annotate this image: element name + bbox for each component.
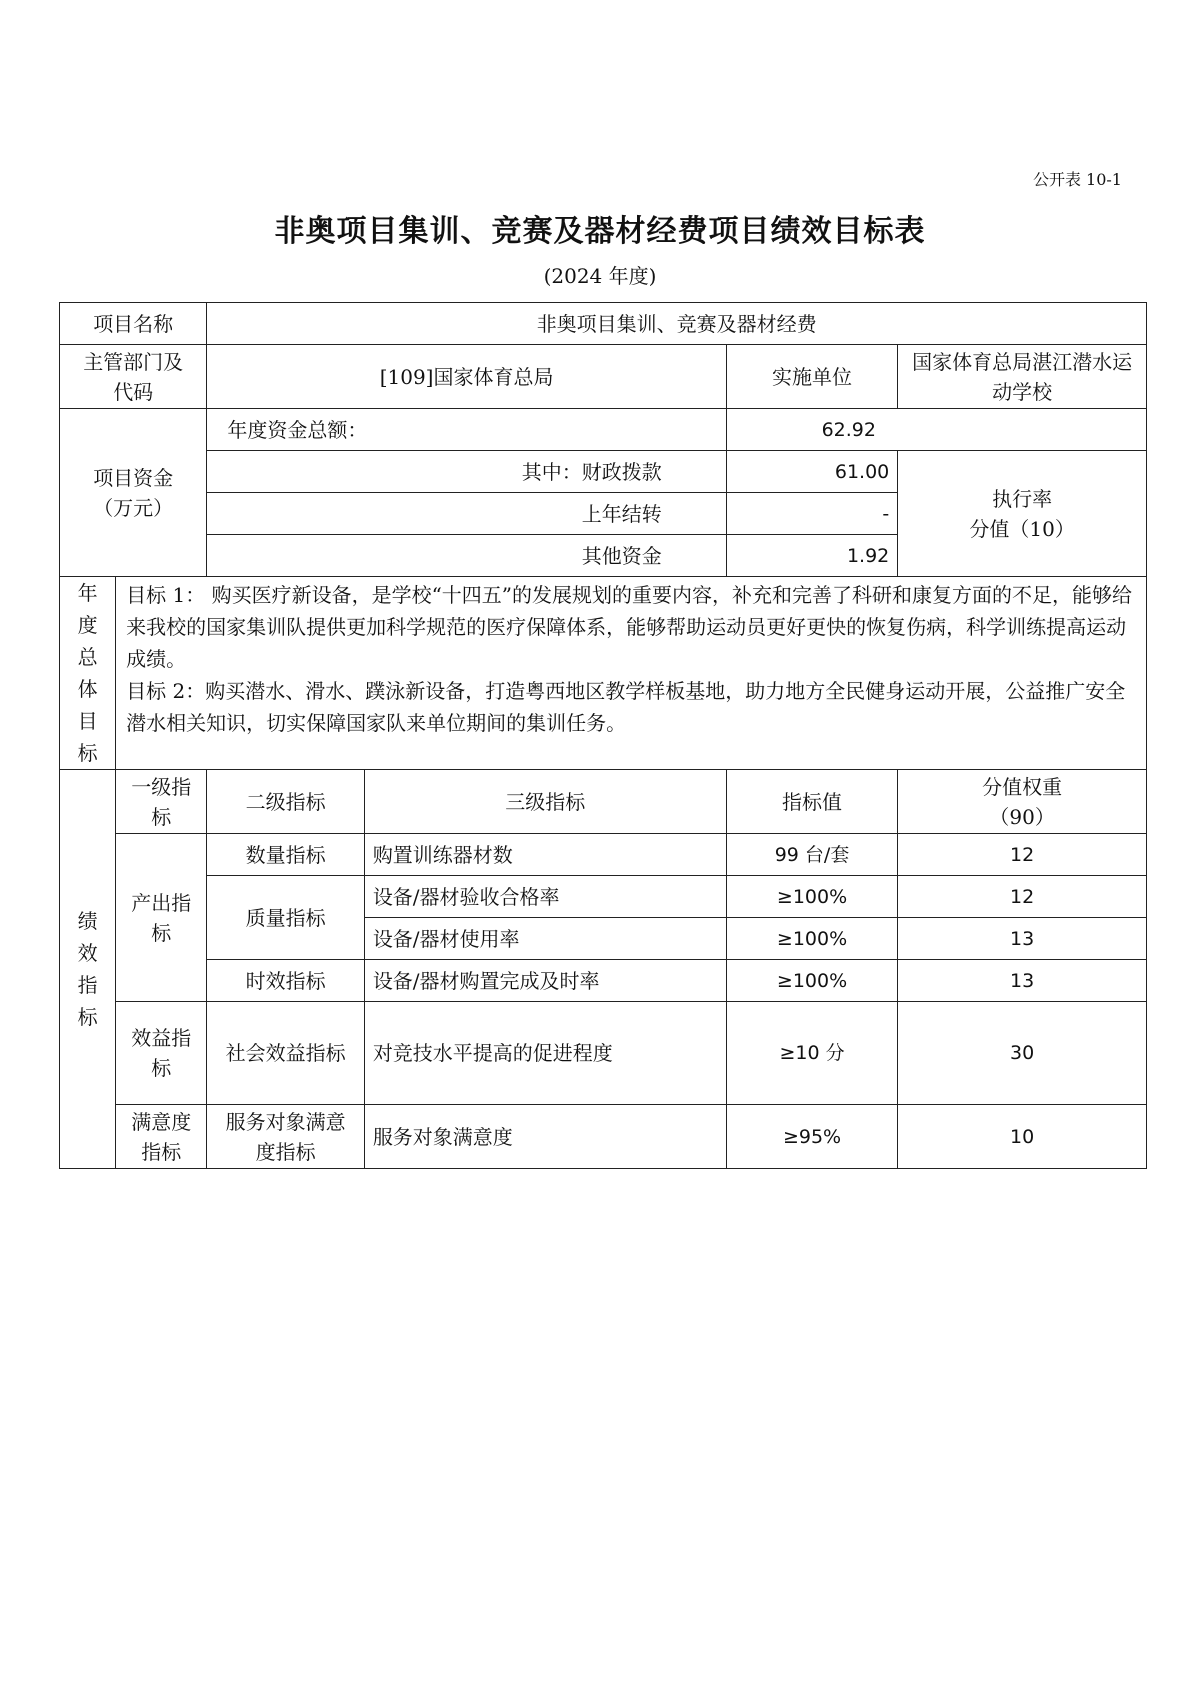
indicators-label-char: 绩 [77,909,98,933]
funds-other-value: 1.92 [726,535,897,577]
goal-1-text: 目标 1： 购买医疗新设备，是学校“十四五”的发展规划的重要内容，补充和完善了科研和康复方面的不足，能够给来我校的国家集训队提供更加科学规范的医疗保障体系，能够帮助运动员更好更快的恢复伤病，科学训练提高运动成绩。 [126,583,1133,671]
indicator-weight: 13 [898,960,1147,1002]
performance-target-table [59,302,1147,1169]
form-number: 公开表 10-1 [1032,170,1122,189]
annual-goals-label-char: 总 [77,645,98,669]
output-label-line2: 标 [151,920,172,945]
quality-indicator-label: 质量指标 [207,876,364,960]
funds-carryover-label: 上年结转 [207,493,726,535]
service-satisfaction-label [207,1105,364,1169]
annual-goals-label-char: 年 [77,581,98,605]
table-row [60,960,1147,1002]
header-weight-line1: 分值权重 [982,774,1063,799]
document-title: 非奥项目集训、竞赛及器材经费项目绩效目标表 [274,214,926,249]
quantity-indicator-label: 数量指标 [207,834,364,876]
funds-total-value: 62.92 [726,409,1146,451]
document-year: (2024 年度) [543,264,657,288]
funds-total-label: 年度资金总额： [207,409,726,451]
header-level3: 三级指标 [364,770,726,834]
service-satisfaction-line2: 度指标 [255,1139,316,1164]
department-row [60,345,1147,409]
header-value: 指标值 [726,770,897,834]
execution-rate-score: 分值（10） [969,516,1075,541]
indicator-weight: 12 [898,876,1147,918]
execution-rate-label: 执行率 [992,486,1053,511]
funds-label-line1: 项目资金 [93,465,174,490]
header-level1-line1: 一级指 [131,774,192,799]
execution-rate-cell [898,451,1147,577]
indicator-value: ≥95% [726,1105,897,1169]
indicator-name: 服务对象满意度 [364,1105,726,1169]
benefit-indicator-label [116,1002,207,1105]
header-level2: 二级指标 [207,770,364,834]
indicator-value: ≥100% [726,876,897,918]
indicator-name: 设备/器材验收合格率 [364,876,726,918]
annual-goals-label-char: 标 [77,741,98,765]
service-satisfaction-line1: 服务对象满意 [225,1109,346,1134]
department-label-line2: 代码 [113,379,154,404]
annual-goals-row [60,577,1147,770]
table-row [60,876,1147,918]
annual-goals-text [116,577,1147,770]
indicators-header-row [60,770,1147,834]
project-name-row [60,303,1147,345]
benefit-label-line2: 标 [151,1056,172,1080]
indicator-name: 设备/器材使用率 [364,918,726,960]
goal-2-text: 目标 2：购买潜水、滑水、蹼泳新设备，打造粤西地区教学样板基地，助力地方全民健身运动开展，公益推广安全潜水相关知识，切实保障国家队来单位期间的集训任务。 [126,679,1126,735]
table-row [60,1002,1147,1105]
annual-goals-label-char: 度 [77,613,98,637]
indicator-name: 购置训练器材数 [364,834,726,876]
header-level1-line2: 标 [151,804,172,829]
indicator-value: ≥100% [726,960,897,1002]
annual-goals-label [60,577,116,770]
indicator-weight: 10 [898,1105,1147,1169]
funds-fiscal-label: 其中：财政拨款 [207,451,726,493]
header-weight [898,770,1147,834]
benefit-label-line1: 效益指 [131,1026,192,1050]
output-label-line1: 产出指 [131,890,192,915]
funds-fiscal-row [60,451,1147,493]
indicator-weight: 13 [898,918,1147,960]
indicators-label-char: 指 [77,973,98,997]
indicators-label-char: 标 [77,1005,98,1029]
annual-goals-label-char: 目 [77,709,98,733]
funds-fiscal-value: 61.00 [726,451,897,493]
output-indicator-label [116,834,207,1002]
funds-label-line2: （万元） [93,495,174,520]
annual-goals-label-char: 体 [77,677,98,701]
implementing-unit-label: 实施单位 [726,345,897,409]
header-level1 [116,770,207,834]
timeliness-indicator-label: 时效指标 [207,960,364,1002]
header-weight-line2: （90） [989,804,1055,829]
department-label [60,345,207,409]
satisfaction-label-line1: 满意度 [131,1109,192,1134]
department-value: [109]国家体育总局 [207,345,726,409]
indicator-value: 99 台/套 [726,834,897,876]
indicator-value: ≥100% [726,918,897,960]
satisfaction-label-line2: 指标 [141,1139,182,1164]
indicators-label-char: 效 [77,941,98,965]
table-row [60,1105,1147,1169]
indicator-name: 对竞技水平提高的促进程度 [364,1002,726,1105]
funds-label [60,409,207,577]
project-name-value: 非奥项目集训、竞赛及器材经费 [207,303,1147,345]
funds-total-row [60,409,1147,451]
indicator-weight: 12 [898,834,1147,876]
social-benefit-label: 社会效益指标 [207,1002,364,1105]
indicator-weight: 30 [898,1002,1147,1105]
satisfaction-indicator-label [116,1105,207,1169]
implementing-unit-value: 国家体育总局湛江潜水运动学校 [898,345,1147,409]
funds-carryover-value: - [726,493,897,535]
indicator-name: 设备/器材购置完成及时率 [364,960,726,1002]
project-name-label: 项目名称 [60,303,207,345]
funds-other-label: 其他资金 [207,535,726,577]
department-label-line1: 主管部门及 [83,349,184,374]
indicator-value: ≥10 分 [726,1002,897,1105]
indicators-section-label [60,770,116,1169]
table-row [60,834,1147,876]
